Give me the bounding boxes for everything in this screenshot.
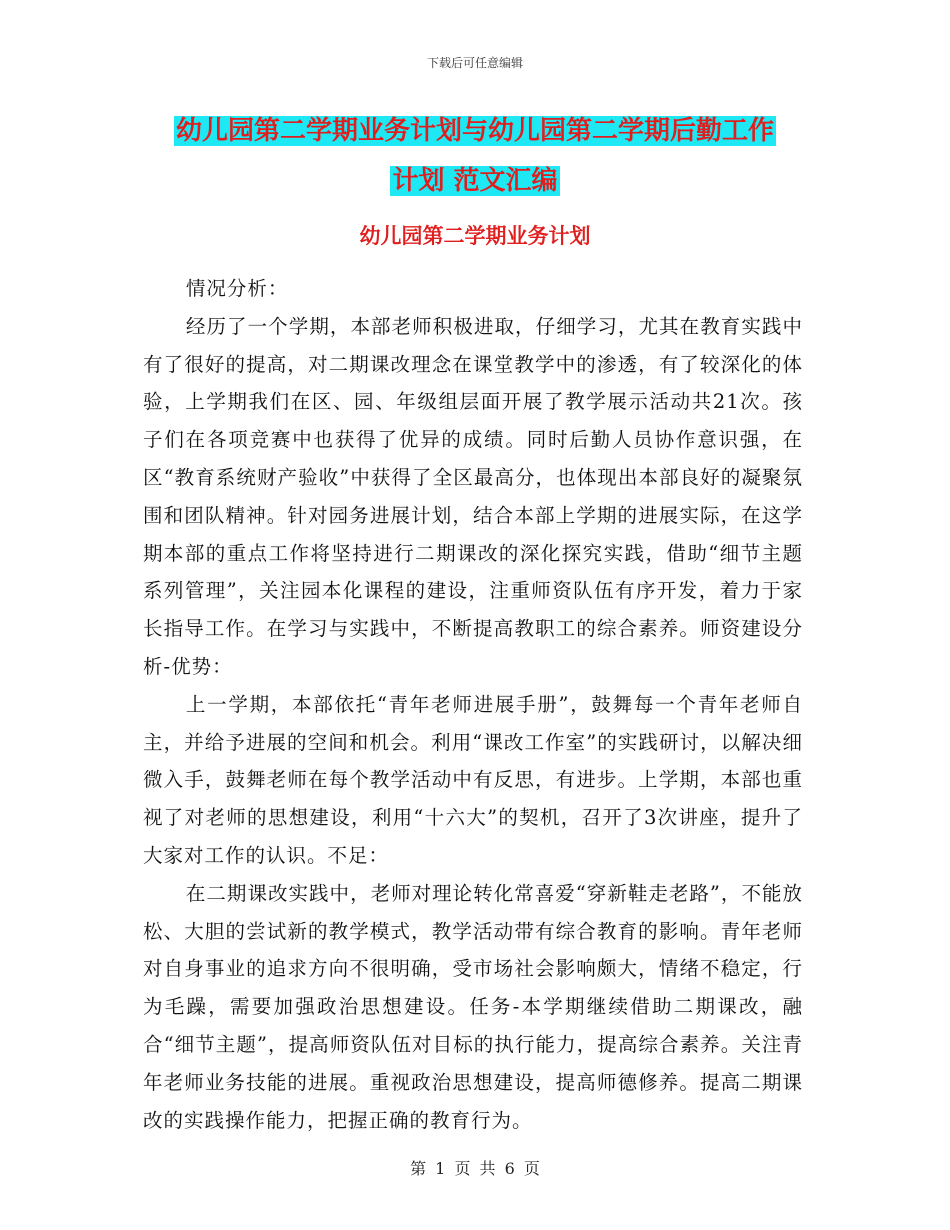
section-title: 幼儿园第二学期业务计划 [359,224,591,248]
header-note: 下载后可任意编辑 [426,56,523,70]
document-body [143,270,803,1139]
paragraph: 在二期课改实践中，老师对理论转化常喜爱“穿新鞋走老路”，不能放松、大胆的尝试新的教学模式，教学活动带有综合教育的影响。青年老师对自身事业的追求方向不很明确，受市场社会影响颇大，情绪不稳定，行为毛躁，需要加强政治思想建设。任务-本学期继续借助二期课改，融合“细节主题”，提高师资队伍对目标的执行能力，提高综合素养。关注青年老师业务技能的进展。重视政治思想建设，提高师德修养。提高二期课改的实践操作能力，把握正确的教育行为。 [143,881,803,1132]
page-footer: 第 1 页 共 6 页 [410,1159,540,1178]
document-title [0,106,950,206]
title-line-1: 幼儿园第二学期业务计划与幼儿园第二学期后勤工作 [175,116,774,146]
paragraph: 上一学期，本部依托“青年老师进展手册”，鼓舞每一个青年老师自主，并给予进展的空间和机会。利用“课改工作室”的实践研讨，以解决细微入手，鼓舞老师在每个教学活动中有反思，有进步。上学期，本部也重视了对老师的思想建设，利用“十六大”的契机，召开了3次讲座，提升了大家对工作的认识。不足： [143,692,803,867]
title-line-2: 计划 范文汇编 [392,166,558,196]
paragraph: 情况分析： [185,277,289,300]
paragraph: 经历了一个学期，本部老师积极进取，仔细学习，尤其在教育实践中有了很好的提高，对二期课改理念在课堂教学中的渗透，有了较深化的体验，上学期我们在区、园、年级组层面开展了教学展示活动共21次。孩子们在各项竞赛中也获得了优异的成绩。同时后勤人员协作意识强，在区“教育系统财产验收”中获得了全区最高分，也体现出本部良好的凝聚氛围和团队精神。针对园务进展计划，结合本部上学期的进展实际，在这学期本部的重点工作将坚持进行二期课改的深化探究实践，借助“细节主题系列管理”，关注园本化课程的建设，注重师资队伍有序开发，着力于家长指导工作。在学习与实践中，不断提高教职工的综合素养。师资建设分析-优势： [143,314,803,678]
